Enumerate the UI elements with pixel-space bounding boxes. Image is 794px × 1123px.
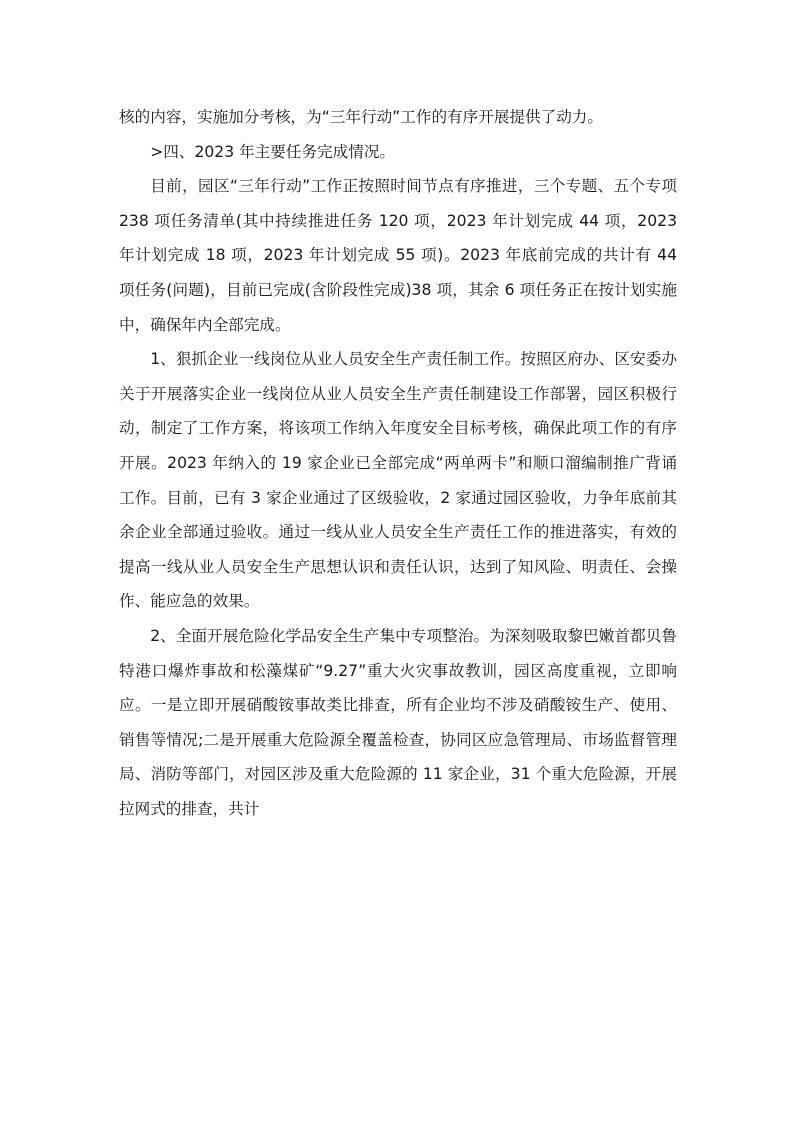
paragraph-continuation: 核的内容，实施加分考核，为“三年行动”工作的有序开展提供了动力。 bbox=[119, 108, 603, 126]
paragraph-item-1: 1、狠抓企业一线岗位从业人员安全生产责任制工作。按照区府办、区安委办关于开展落实企业一线岗位从业人员安全生产责任制建设工作部署，园区积极行动，制定了工作方案，将该项工作纳入年度安全目标考核，确保此项工作的有序开展。2023 年纳入的 19 家企业已全部完成“两单两卡”和顺口溜编制推广背诵工作。目前，已有 3 家企业通过了区级验收，2 家通过园区验收，力争年底前其余企业全部通过验收。通过一线从业人员安全生产责任工作的推进落实，有效的提高一线从业人员安全生产思想认识和责任认识，达到了知风险、明责任、会操作、能应急的效果。 bbox=[119, 350, 677, 611]
section-heading: >四、2023 年主要任务完成情况。 bbox=[150, 142, 396, 161]
document-body bbox=[119, 100, 677, 826]
paragraph-item-2: 2、全面开展危险化学品安全生产集中专项整治。为深刻吸取黎巴嫩首都贝鲁特港口爆炸事故和松藻煤矿“9.27”重大火灾事故教训，园区高度重视，立即响应。一是立即开展硝酸铵事故类比排查，所有企业均不涉及硝酸铵生产、使用、销售等情况;二是开展重大危险源全覆盖检查，协同区应急管理局、市场监督管理局、消防等部门，对园区涉及重大危险源的 11 家企业，31 个重大危险源，开展拉网式的排查，共计 bbox=[119, 626, 677, 818]
paragraph-task-summary: 目前，园区“三年行动”工作正按照时间节点有序推进，三个专题、五个专项 238 项任务清单(其中持续推进任务 120 项，2023 年计划完成 44 项，2023 年计划完成 18 项，2023 年计划完成 55 项)。2023 年底前完成的共计有 44 项任务(问题)，目前已完成(含阶段性完成)38 项，其余 6 项任务正在按计划实施中，确保年内全部完成。 bbox=[119, 177, 677, 334]
